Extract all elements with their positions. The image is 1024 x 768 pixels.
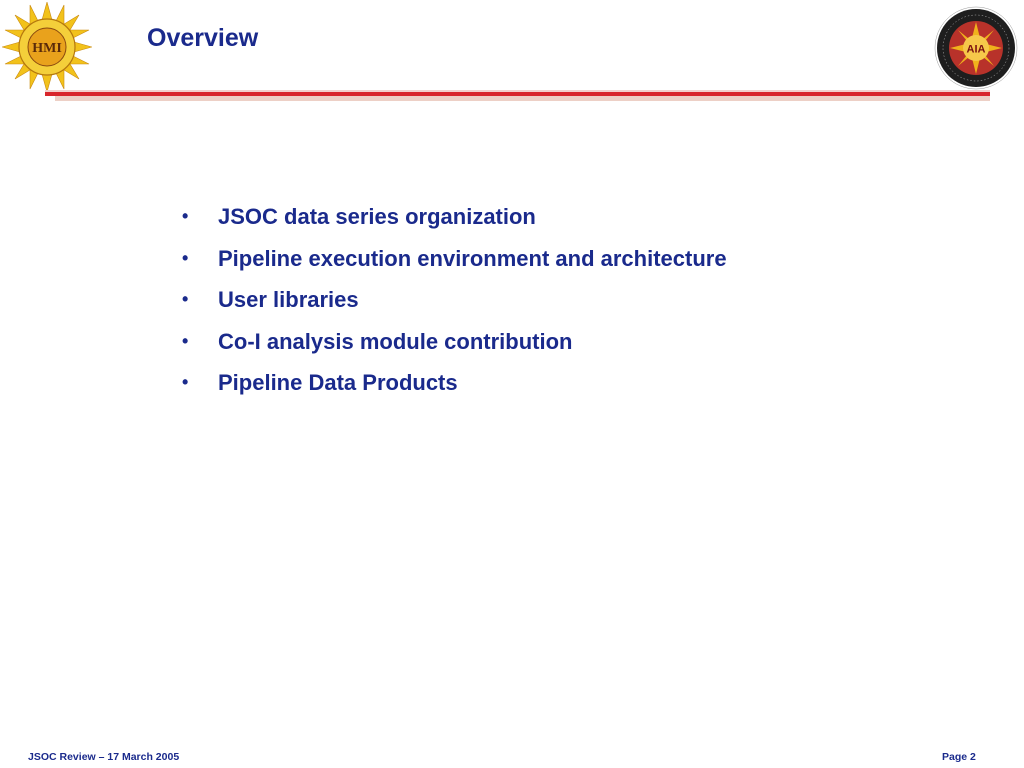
- page-number: Page 2: [942, 751, 976, 763]
- bullet-glyph: •: [182, 206, 189, 226]
- aia-logo-icon: [934, 6, 1018, 90]
- bullet-text: User libraries: [218, 287, 359, 312]
- bullet-text: JSOC data series organization: [218, 204, 536, 229]
- bullet-glyph: •: [182, 372, 189, 392]
- svg-text:HMI: HMI: [32, 41, 62, 56]
- bullet-text: Co-I analysis module contribution: [218, 328, 573, 354]
- slide-title: Overview: [147, 24, 259, 52]
- bullet-glyph: •: [182, 289, 189, 309]
- header-divider: [45, 90, 990, 106]
- bullet-text: Pipeline execution environment and architecture: [218, 245, 727, 271]
- bullet-glyph: •: [182, 247, 189, 268]
- footer-date: JSOC Review – 17 March 2005: [28, 751, 180, 763]
- svg-text:AIA: AIA: [966, 43, 986, 56]
- bullet-glyph: •: [182, 330, 189, 351]
- bullet-text: Pipeline Data Products: [218, 370, 458, 395]
- hmi-logo-icon: [2, 2, 92, 92]
